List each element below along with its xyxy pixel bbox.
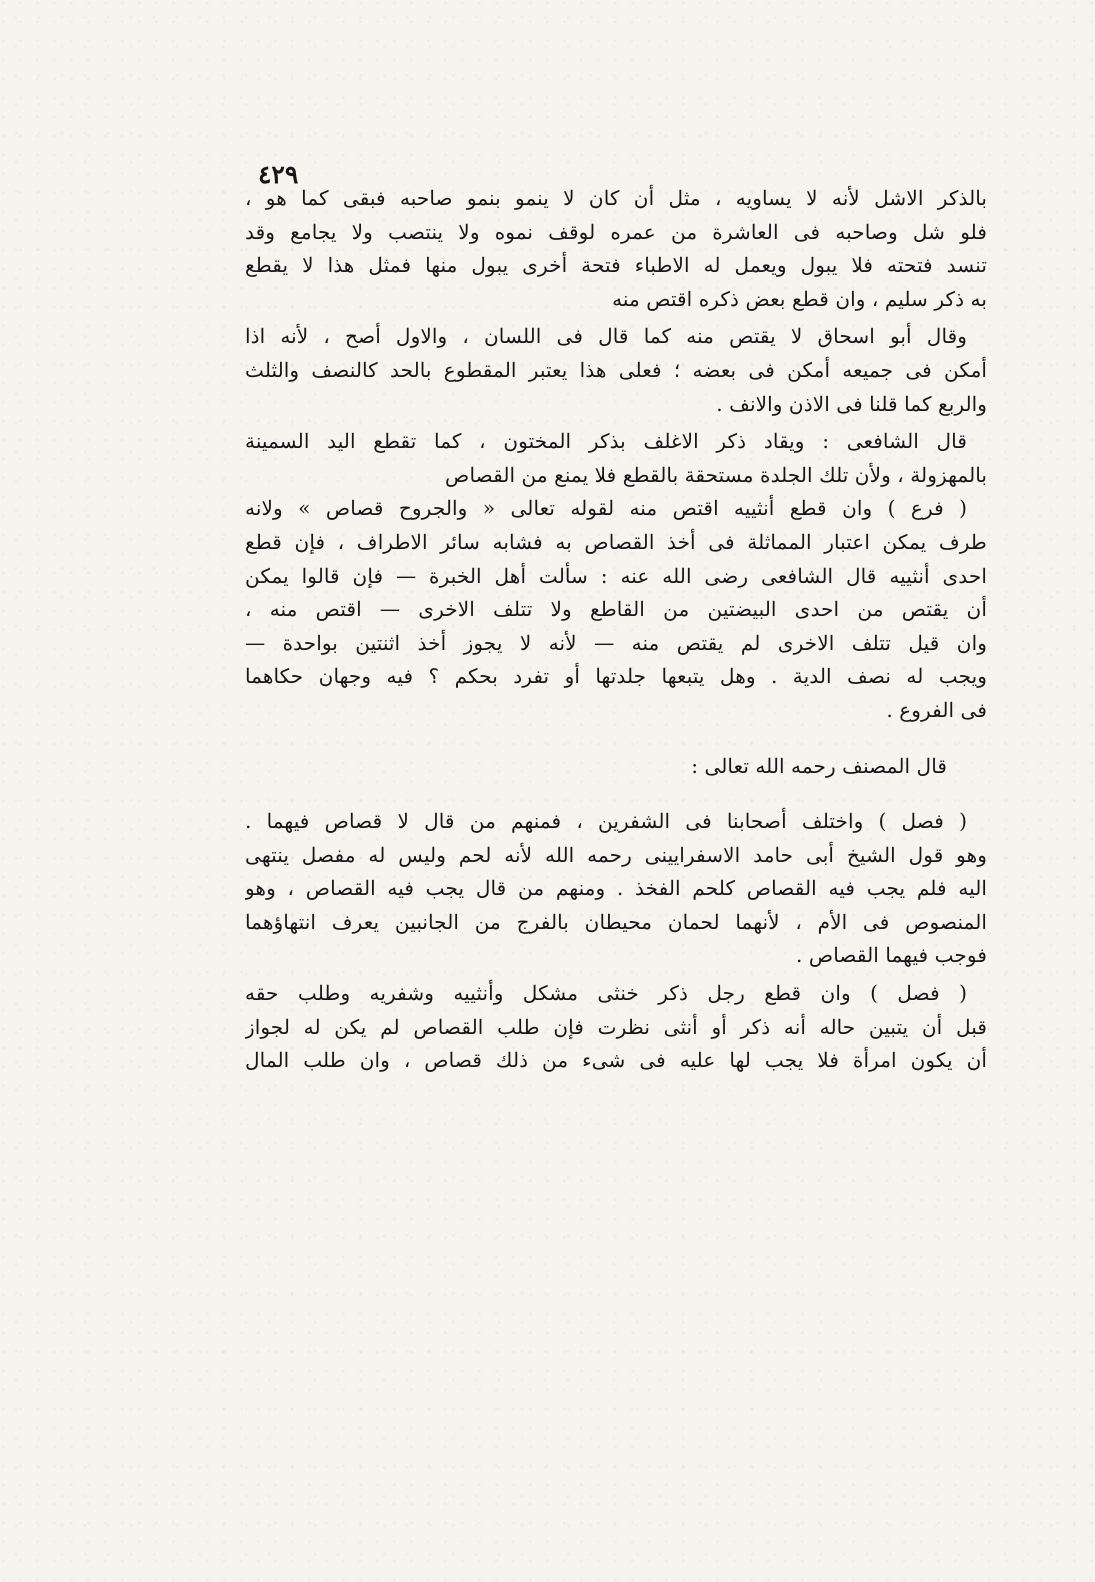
section-gap [245,728,987,750]
text-line: فوجب فيهما القصاص . [796,943,987,968]
text-line: فى الفروع . [886,697,987,722]
text-line: أن يكون امرأة فلا يجب لها عليه فى شىء من ذلك قصاص ، وان طلب المال [245,1048,987,1073]
text-line: أمكن فى جميعه أمكن فى بعضه ؛ فعلى هذا يعتبر المقطوع بالحد كالنصف والثلث [245,357,987,382]
text-line: اليه فلم يجب فيه القصاص كلحم الفخذ . ومنهم من قال يجب فيه القصاص ، وهو [245,876,987,901]
text-line: ( فصل ) واختلف أصحابنا فى الشفرين ، فمنهم من قال لا قصاص فيهما . [245,809,967,834]
text-line: به ذكر سليم ، وان قطع بعض ذكره اقتص منه [612,286,987,311]
text-line: وقال أبو اسحاق لا يقتص منه كما قال فى اللسان ، والاول أصح ، لأنه اذا [245,324,967,349]
text-line: بالذكر الاشل لأنه لا يساويه ، مثل أن كان لا ينمو بنمو صاحبه فبقى كما هو ، [245,186,987,210]
text-line: قال الشافعى : ويقاد ذكر الاغلف بذكر المختون ، كما تقطع اليد السمينة [245,429,967,454]
text-line: احدى أنثييه قال الشافعى رضى الله عنه : سألت أهل الخبرة — فإن قالوا يمكن [245,563,987,588]
body-text [245,182,987,1078]
text-line: ويجب له نصف الدية . وهل يتبعها جلدتها أو تفرد بحكم ؟ فيه وجهان حكاهما [245,664,987,689]
text-line: المنصوص فى الأم ، لأنهما لحمان محيطان بالفرج من الجانبين يعرف انتهاؤهما [245,909,987,934]
text-line: ( فرع ) وان قطع أنثييه اقتص منه لقوله تعالى « والجروح قصاص » ولانه [245,496,967,521]
text-line: وان قيل تتلف الاخرى لم يقتص منه — لأنه لا يجوز أخذ اثنتين بواحدة — [245,630,987,655]
text-line: ( فصل ) وان قطع رجل ذكر خنثى مشكل وأنثييه وشفريه وطلب حقه [245,981,967,1006]
text-line: طرف يمكن اعتبار المماثلة فى أخذ القصاص به فشابه سائر الاطراف ، فإن قطع [245,529,987,554]
text-line: أن يقتص من احدى البيضتين من القاطع ولا تتلف الاخرى — اقتص منه ، [245,597,987,622]
text-line: قبل أن يتبين حاله أنه ذكر أو أنثى نظرت فإن طلب القصاص لم يكن له لجواز [245,1014,987,1039]
section-heading: قال المصنف رحمه الله تعالى : [691,753,947,778]
text-line: تنسد فتحته فلا يبول ويعمل له الاطباء فتحة أخرى يبول منها فمثل هذا لا يقطع [245,253,987,278]
page-number: ٤٢٩ [258,160,299,189]
text-line: وهو قول الشيخ أبى حامد الاسفرايينى رحمه الله لأنه لحم وليس له مفصل ينتهى [245,842,987,867]
text-line: والربع كما قلنا فى الاذن والانف . [716,391,987,416]
text-line: فلو شل وصاحبه فى العاشرة من عمره لوقف نموه ولا ينتصب ولا يجامع وقد [245,219,987,244]
text-line: بالمهزولة ، ولأن تلك الجلدة مستحقة بالقطع فلا يمنع من القصاص [445,462,987,487]
section-gap [245,783,987,805]
